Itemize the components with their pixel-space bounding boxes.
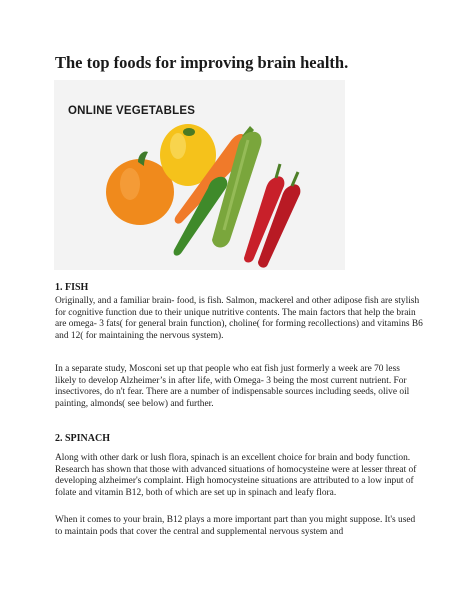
- section-heading-fish: 1. FISH: [55, 282, 89, 293]
- spinach-paragraph-2: When it comes to your brain, B12 plays a more important part than you might suppose. It's used to maintain pods that cover the central and supplemental nervous system and: [55, 515, 416, 537]
- fish-paragraph-1: Originally, and a familiar brain- food, is fish. Salmon, mackerel and other adipose fish are stylish for cognitive function due to their unique nutritive contents. The main factors that help the brain are omega- 3 fats( for general brain function), choline( for forming recollections) and vitamins B6 and 12( for maintaining the nervous system).: [55, 296, 423, 341]
- vegetables-illustration: [54, 80, 345, 270]
- section-heading-spinach: 2. SPINACH: [55, 433, 111, 444]
- image-caption: ONLINE VEGETABLES: [68, 105, 196, 117]
- spinach-paragraph-1: Along with other dark or lush flora, spinach is an excellent choice for brain and body function. Research has shown that those with advanced situations of homocysteine were at lesser threat of developing alzheimer's complaint. High homocysteine situations are attributed to a low input of folate and vitamin B12, both of which are set up in spinach and leafy flora.: [55, 453, 417, 498]
- fish-paragraph-2: In a separate study, Mosconi set up that people who eat fish just formerly a week are 70 less likely to develop Alzheimer’s in after life, with Omega- 3 being the most current nutrient. For insectivores, do n't fear. There are a number of indispensable sources including seeds, olive oil painting, almonds( see below) and further.: [55, 364, 410, 409]
- vegetables-image: [54, 80, 345, 270]
- page-title: The top foods for improving brain health.: [55, 53, 349, 72]
